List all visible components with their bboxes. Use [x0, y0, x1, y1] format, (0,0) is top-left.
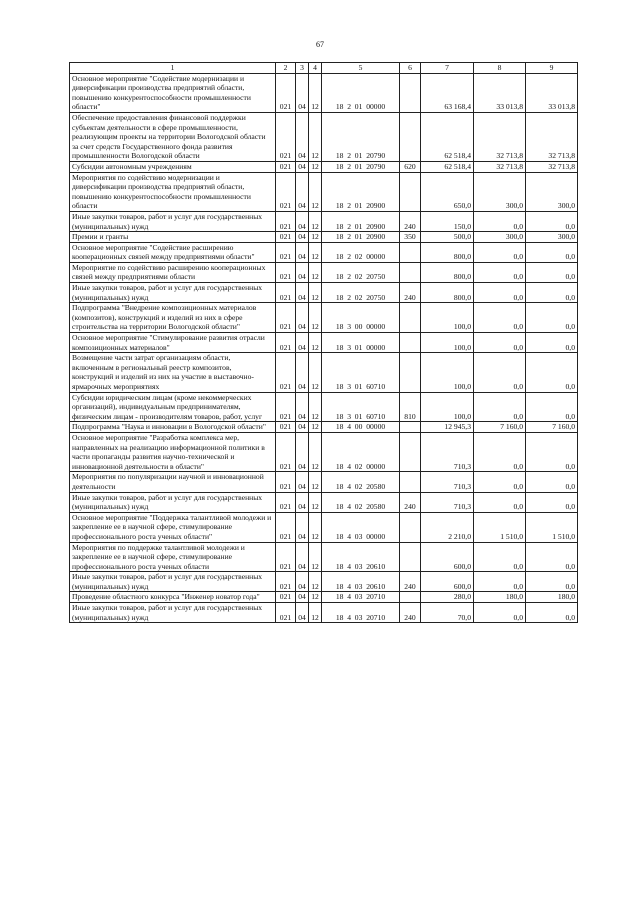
- cell-grbs: 021: [276, 422, 296, 433]
- cell-amount-year1: 62 518,4: [421, 112, 474, 161]
- cell-amount-year2: 0,0: [474, 303, 526, 333]
- cell-subsection: 12: [309, 333, 322, 353]
- cell-subsection: 12: [309, 283, 322, 303]
- cell-amount-year2: 0,0: [474, 242, 526, 262]
- cell-expense-type: 810: [400, 392, 421, 422]
- cell-subsection: 12: [309, 492, 322, 512]
- cell-amount-year1: 500,0: [421, 232, 474, 243]
- cell-grbs: 021: [276, 492, 296, 512]
- column-header: 8: [474, 63, 526, 74]
- cell-section: 04: [296, 161, 309, 172]
- cell-grbs: 021: [276, 172, 296, 211]
- cell-amount-year1: 100,0: [421, 392, 474, 422]
- table-row: [70, 603, 578, 623]
- table-row: [70, 112, 578, 161]
- column-header: 1: [70, 63, 276, 74]
- cell-expense-type: [400, 512, 421, 542]
- cell-name: Мероприятия по содействию модернизации и диверсификации производства предприятий области, повышению конкурентоспособности промышленности области: [70, 172, 276, 211]
- cell-grbs: 021: [276, 242, 296, 262]
- cell-section: 04: [296, 232, 309, 243]
- table-row: [70, 333, 578, 353]
- cell-subsection: 12: [309, 112, 322, 161]
- cell-subsection: 12: [309, 432, 322, 471]
- cell-amount-year1: 650,0: [421, 172, 474, 211]
- table-header: [70, 63, 578, 74]
- cell-target-article: 18 4 03 20610: [322, 542, 400, 572]
- cell-amount-year2: 32 713,8: [474, 112, 526, 161]
- cell-amount-year2: 300,0: [474, 172, 526, 211]
- cell-name: Иные закупки товаров, работ и услуг для государственных (муниципальных) нужд: [70, 572, 276, 592]
- cell-amount-year2: 0,0: [474, 492, 526, 512]
- cell-grbs: 021: [276, 262, 296, 282]
- cell-grbs: 021: [276, 572, 296, 592]
- column-header: 3: [296, 63, 309, 74]
- cell-name: Мероприятия по поддержке талантливой молодежи и закрепление ее в научной сфере, стимулирование профессионального роста ученых области: [70, 542, 276, 572]
- cell-amount-year1: 70,0: [421, 603, 474, 623]
- cell-subsection: 12: [309, 303, 322, 333]
- cell-name: Иные закупки товаров, работ и услуг для государственных (муниципальных) нужд: [70, 283, 276, 303]
- cell-section: 04: [296, 172, 309, 211]
- cell-expense-type: 240: [400, 492, 421, 512]
- cell-section: 04: [296, 512, 309, 542]
- cell-target-article: 18 2 01 20790: [322, 161, 400, 172]
- cell-subsection: 12: [309, 232, 322, 243]
- cell-subsection: 12: [309, 161, 322, 172]
- cell-target-article: 18 4 03 20710: [322, 603, 400, 623]
- cell-subsection: 12: [309, 512, 322, 542]
- cell-expense-type: 240: [400, 603, 421, 623]
- cell-grbs: 021: [276, 512, 296, 542]
- cell-grbs: 021: [276, 353, 296, 392]
- cell-section: 04: [296, 603, 309, 623]
- cell-target-article: 18 3 01 60710: [322, 392, 400, 422]
- cell-grbs: 021: [276, 333, 296, 353]
- cell-amount-year3: 0,0: [526, 542, 578, 572]
- cell-amount-year1: 800,0: [421, 242, 474, 262]
- cell-name: Возмещение части затрат организациям области, включенным в региональный реестр композитов, конструкций и изделий из них на участие в выставочно-ярмарочных мероприятиях: [70, 353, 276, 392]
- table-row: [70, 353, 578, 392]
- cell-section: 04: [296, 112, 309, 161]
- cell-grbs: 021: [276, 112, 296, 161]
- cell-section: 04: [296, 572, 309, 592]
- cell-grbs: 021: [276, 542, 296, 572]
- cell-subsection: 12: [309, 172, 322, 211]
- cell-expense-type: [400, 422, 421, 433]
- cell-amount-year3: 0,0: [526, 242, 578, 262]
- cell-amount-year2: 33 013,8: [474, 73, 526, 112]
- cell-amount-year3: 0,0: [526, 492, 578, 512]
- table-row: [70, 211, 578, 231]
- cell-target-article: 18 4 02 20580: [322, 472, 400, 492]
- cell-name: Основное мероприятие "Содействие модернизации и диверсификации производства предприятий области, повышению конкурентоспособности промышленности области": [70, 73, 276, 112]
- cell-expense-type: 240: [400, 572, 421, 592]
- cell-section: 04: [296, 492, 309, 512]
- cell-amount-year3: 32 713,8: [526, 161, 578, 172]
- cell-name: Иные закупки товаров, работ и услуг для государственных (муниципальных) нужд: [70, 211, 276, 231]
- column-header: 9: [526, 63, 578, 74]
- table-row: [70, 542, 578, 572]
- column-header: 5: [322, 63, 400, 74]
- column-header: 6: [400, 63, 421, 74]
- cell-section: 04: [296, 262, 309, 282]
- cell-amount-year2: 0,0: [474, 542, 526, 572]
- cell-section: 04: [296, 432, 309, 471]
- cell-grbs: 021: [276, 432, 296, 471]
- column-header: 2: [276, 63, 296, 74]
- cell-target-article: 18 2 01 20900: [322, 172, 400, 211]
- cell-name: Иные закупки товаров, работ и услуг для государственных (муниципальных) нужд: [70, 603, 276, 623]
- cell-expense-type: [400, 262, 421, 282]
- table-row: [70, 492, 578, 512]
- cell-expense-type: [400, 592, 421, 603]
- cell-section: 04: [296, 353, 309, 392]
- budget-table: [69, 62, 578, 623]
- cell-expense-type: [400, 432, 421, 471]
- cell-grbs: 021: [276, 283, 296, 303]
- cell-amount-year2: 0,0: [474, 353, 526, 392]
- cell-name: Субсидии юридическим лицам (кроме некоммерческих организаций), индивидуальным предпринимателям, физическим лицам - производителям товаров, работ, услуг: [70, 392, 276, 422]
- cell-subsection: 12: [309, 472, 322, 492]
- cell-target-article: 18 4 03 20710: [322, 592, 400, 603]
- cell-target-article: 18 2 01 20790: [322, 112, 400, 161]
- cell-target-article: 18 2 01 00000: [322, 73, 400, 112]
- cell-amount-year1: 800,0: [421, 283, 474, 303]
- cell-amount-year3: 0,0: [526, 333, 578, 353]
- cell-amount-year1: 280,0: [421, 592, 474, 603]
- cell-subsection: 12: [309, 262, 322, 282]
- cell-amount-year2: 300,0: [474, 232, 526, 243]
- cell-expense-type: [400, 242, 421, 262]
- cell-amount-year1: 800,0: [421, 262, 474, 282]
- cell-name: Иные закупки товаров, работ и услуг для государственных (муниципальных) нужд: [70, 492, 276, 512]
- cell-name: Субсидии автономным учреждениям: [70, 161, 276, 172]
- cell-amount-year3: 0,0: [526, 283, 578, 303]
- cell-amount-year2: 0,0: [474, 392, 526, 422]
- cell-expense-type: 350: [400, 232, 421, 243]
- table-row: [70, 512, 578, 542]
- cell-target-article: 18 4 03 20610: [322, 572, 400, 592]
- table-row: [70, 422, 578, 433]
- cell-amount-year3: 0,0: [526, 603, 578, 623]
- cell-amount-year1: 63 168,4: [421, 73, 474, 112]
- cell-section: 04: [296, 73, 309, 112]
- table-body: [70, 73, 578, 623]
- cell-target-article: 18 4 03 00000: [322, 512, 400, 542]
- cell-subsection: 12: [309, 73, 322, 112]
- cell-amount-year1: 600,0: [421, 572, 474, 592]
- cell-amount-year2: 0,0: [474, 333, 526, 353]
- cell-expense-type: [400, 303, 421, 333]
- table-row: [70, 242, 578, 262]
- cell-amount-year1: 600,0: [421, 542, 474, 572]
- cell-amount-year3: 0,0: [526, 211, 578, 231]
- cell-amount-year1: 100,0: [421, 333, 474, 353]
- table-row: [70, 262, 578, 282]
- cell-subsection: 12: [309, 572, 322, 592]
- cell-name: Подпрограмма "Наука и инновации в Вологодской области": [70, 422, 276, 433]
- cell-amount-year1: 710,3: [421, 492, 474, 512]
- cell-amount-year3: 0,0: [526, 353, 578, 392]
- cell-grbs: 021: [276, 592, 296, 603]
- cell-grbs: 021: [276, 232, 296, 243]
- table-row: [70, 392, 578, 422]
- cell-section: 04: [296, 592, 309, 603]
- cell-amount-year2: 0,0: [474, 262, 526, 282]
- cell-grbs: 021: [276, 392, 296, 422]
- cell-name: Проведение областного конкурса "Инженер новатор года": [70, 592, 276, 603]
- cell-section: 04: [296, 283, 309, 303]
- cell-subsection: 12: [309, 242, 322, 262]
- cell-subsection: 12: [309, 603, 322, 623]
- cell-target-article: 18 2 02 20750: [322, 283, 400, 303]
- cell-section: 04: [296, 333, 309, 353]
- cell-target-article: 18 2 01 20900: [322, 232, 400, 243]
- cell-amount-year3: 1 510,0: [526, 512, 578, 542]
- cell-name: Основное мероприятие "Содействие расширению кооперационных связей между предприятиями области": [70, 242, 276, 262]
- cell-subsection: 12: [309, 211, 322, 231]
- cell-amount-year3: 7 160,0: [526, 422, 578, 433]
- cell-target-article: 18 2 02 20750: [322, 262, 400, 282]
- cell-amount-year1: 150,0: [421, 211, 474, 231]
- cell-subsection: 12: [309, 353, 322, 392]
- cell-target-article: 18 4 02 00000: [322, 432, 400, 471]
- cell-name: Основное мероприятие "Разработка комплекса мер, направленных на реализацию информационной политики в части пропаганды развития научно-технической и инновационной деятельности в области": [70, 432, 276, 471]
- cell-amount-year2: 0,0: [474, 572, 526, 592]
- cell-grbs: 021: [276, 472, 296, 492]
- cell-expense-type: [400, 542, 421, 572]
- table-row: [70, 161, 578, 172]
- cell-subsection: 12: [309, 592, 322, 603]
- cell-amount-year2: 1 510,0: [474, 512, 526, 542]
- cell-amount-year2: 0,0: [474, 283, 526, 303]
- cell-section: 04: [296, 422, 309, 433]
- cell-amount-year3: 32 713,8: [526, 112, 578, 161]
- cell-amount-year3: 0,0: [526, 472, 578, 492]
- cell-section: 04: [296, 542, 309, 572]
- cell-name: Основное мероприятие "Поддержка талантливой молодежи и закрепление ее в научной сфере, стимулирование профессионального роста ученых области": [70, 512, 276, 542]
- cell-amount-year3: 0,0: [526, 432, 578, 471]
- cell-amount-year2: 0,0: [474, 603, 526, 623]
- cell-amount-year2: 0,0: [474, 211, 526, 231]
- table-row: [70, 572, 578, 592]
- cell-name: Мероприятия по популяризации научной и инновационной деятельности: [70, 472, 276, 492]
- table-row: [70, 232, 578, 243]
- cell-amount-year2: 0,0: [474, 432, 526, 471]
- cell-expense-type: 620: [400, 161, 421, 172]
- cell-name: Премии и гранты: [70, 232, 276, 243]
- cell-amount-year1: 62 518,4: [421, 161, 474, 172]
- cell-section: 04: [296, 392, 309, 422]
- cell-section: 04: [296, 303, 309, 333]
- cell-subsection: 12: [309, 392, 322, 422]
- cell-amount-year2: 7 160,0: [474, 422, 526, 433]
- table-row: [70, 592, 578, 603]
- cell-amount-year1: 12 945,3: [421, 422, 474, 433]
- cell-amount-year3: 300,0: [526, 232, 578, 243]
- table-row: [70, 283, 578, 303]
- cell-target-article: 18 3 01 00000: [322, 333, 400, 353]
- cell-grbs: 021: [276, 161, 296, 172]
- cell-target-article: 18 2 01 20900: [322, 211, 400, 231]
- cell-amount-year3: 180,0: [526, 592, 578, 603]
- cell-subsection: 12: [309, 542, 322, 572]
- cell-amount-year2: 32 713,8: [474, 161, 526, 172]
- cell-section: 04: [296, 472, 309, 492]
- cell-grbs: 021: [276, 73, 296, 112]
- cell-amount-year2: 0,0: [474, 472, 526, 492]
- cell-expense-type: [400, 73, 421, 112]
- cell-amount-year3: 0,0: [526, 262, 578, 282]
- cell-target-article: 18 4 02 20580: [322, 492, 400, 512]
- table-row: [70, 73, 578, 112]
- cell-expense-type: [400, 472, 421, 492]
- cell-amount-year3: 0,0: [526, 392, 578, 422]
- cell-grbs: 021: [276, 303, 296, 333]
- page-number: 67: [316, 40, 324, 49]
- cell-name: Основное мероприятие "Стимулирование развития отрасли композиционных материалов": [70, 333, 276, 353]
- cell-amount-year1: 710,3: [421, 432, 474, 471]
- column-header: 7: [421, 63, 474, 74]
- cell-grbs: 021: [276, 603, 296, 623]
- cell-expense-type: 240: [400, 211, 421, 231]
- cell-amount-year2: 180,0: [474, 592, 526, 603]
- table-row: [70, 432, 578, 471]
- cell-target-article: 18 4 00 00000: [322, 422, 400, 433]
- cell-name: Подпрограмма "Внедрение композиционных материалов (композитов), конструкций и изделий из них в сфере строительства на территории Вологодской области": [70, 303, 276, 333]
- cell-amount-year1: 100,0: [421, 303, 474, 333]
- table-row: [70, 172, 578, 211]
- table-row: [70, 472, 578, 492]
- cell-amount-year3: 300,0: [526, 172, 578, 211]
- cell-expense-type: 240: [400, 283, 421, 303]
- cell-name: Мероприятие по содействию расширению кооперационных связей между предприятиями области: [70, 262, 276, 282]
- cell-expense-type: [400, 112, 421, 161]
- cell-amount-year3: 33 013,8: [526, 73, 578, 112]
- cell-amount-year1: 710,3: [421, 472, 474, 492]
- cell-expense-type: [400, 353, 421, 392]
- cell-section: 04: [296, 211, 309, 231]
- cell-expense-type: [400, 172, 421, 211]
- cell-target-article: 18 2 02 00000: [322, 242, 400, 262]
- cell-section: 04: [296, 242, 309, 262]
- cell-name: Обеспечение предоставления финансовой поддержки субъектам деятельности в сфере промышленности, реализующим проекты на территории Вологодской области за счет средств Государственного фонда развития промышленности Вологодской области: [70, 112, 276, 161]
- cell-target-article: 18 3 01 60710: [322, 353, 400, 392]
- cell-amount-year3: 0,0: [526, 303, 578, 333]
- cell-expense-type: [400, 333, 421, 353]
- cell-amount-year1: 100,0: [421, 353, 474, 392]
- column-header: 4: [309, 63, 322, 74]
- cell-grbs: 021: [276, 211, 296, 231]
- cell-amount-year1: 2 210,0: [421, 512, 474, 542]
- cell-amount-year3: 0,0: [526, 572, 578, 592]
- table-row: [70, 303, 578, 333]
- cell-subsection: 12: [309, 422, 322, 433]
- cell-target-article: 18 3 00 00000: [322, 303, 400, 333]
